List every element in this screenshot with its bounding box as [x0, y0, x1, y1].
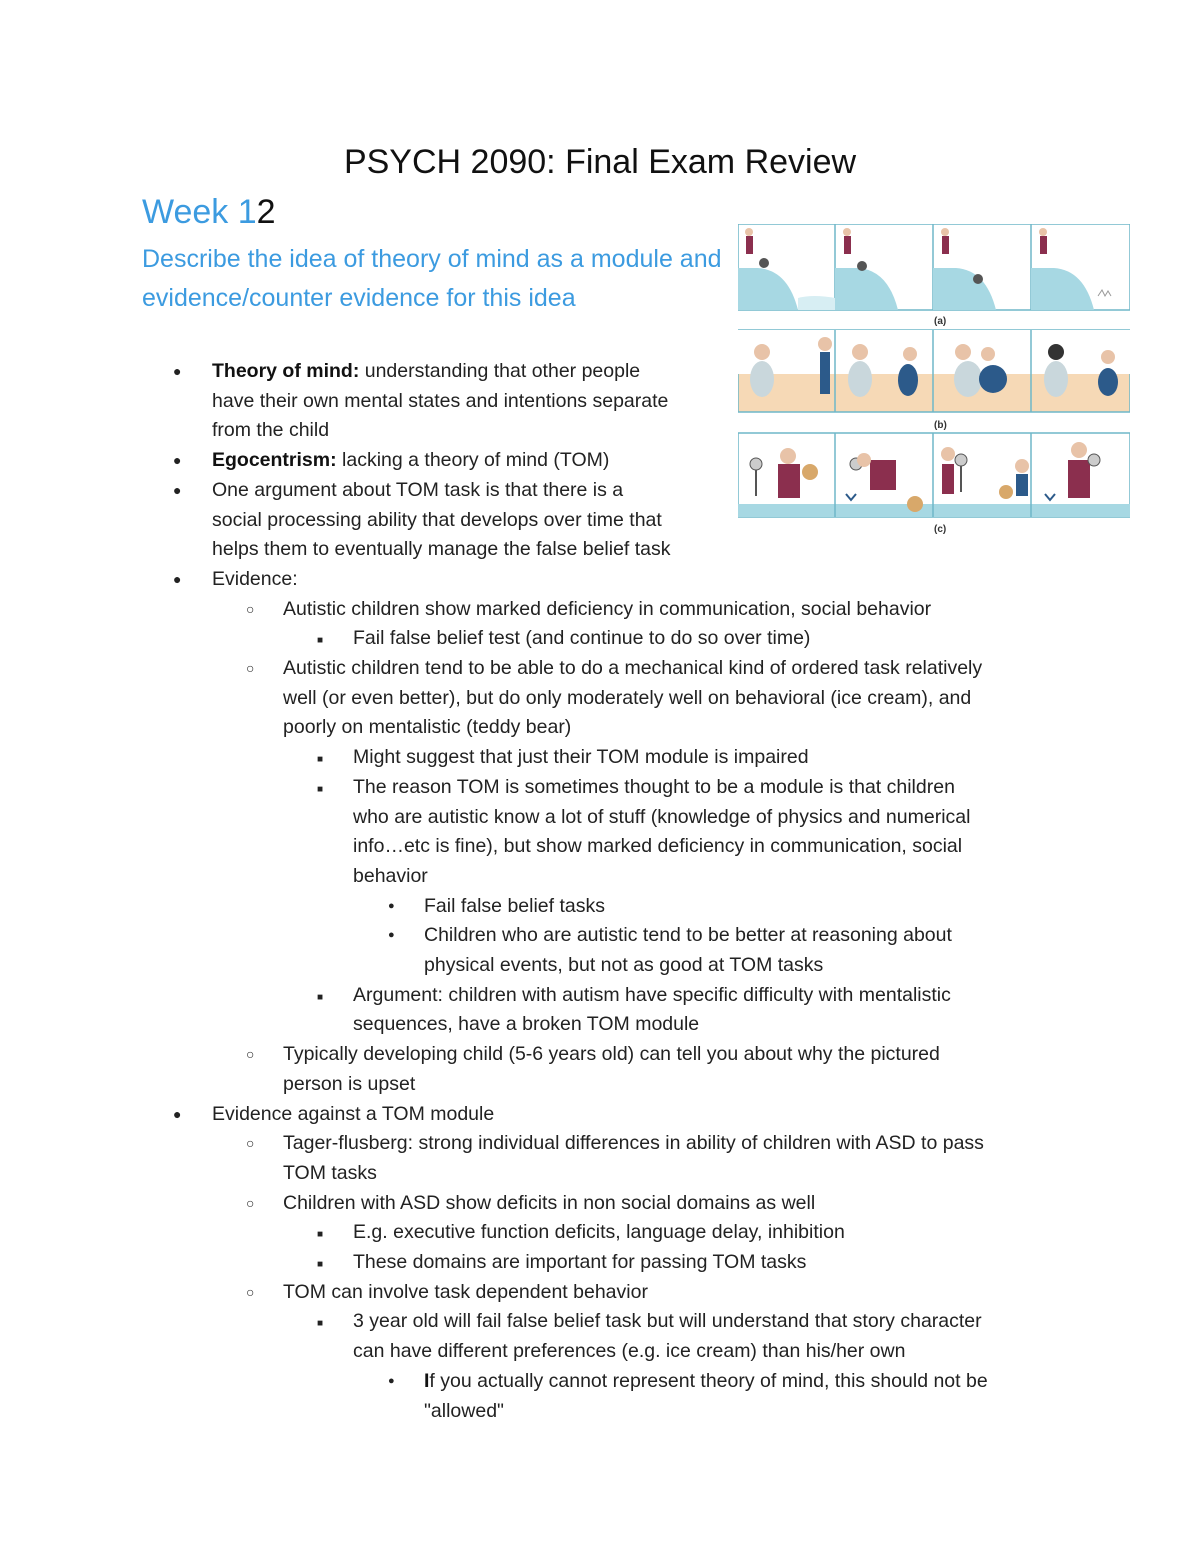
line-text: Might suggest that just their TOM module is impaired — [353, 746, 809, 769]
line-text: The reason TOM is sometimes thought to be a module is that children — [353, 775, 955, 798]
list-item-line — [353, 742, 809, 772]
bullet-marker — [246, 653, 254, 683]
list-item-line — [353, 1336, 905, 1366]
comic-panels-illustration — [738, 224, 1130, 539]
line-text: Fail false belief test (and continue to do so over time) — [353, 627, 811, 650]
list-item-line — [212, 386, 668, 416]
line-text: "allowed" — [424, 1399, 504, 1422]
list-item-line — [283, 1039, 940, 1069]
line-text: well (or even better), but do only moderately well on behavioral (ice cream), and — [283, 686, 972, 709]
line-text: have their own mental states and intentions separate — [212, 389, 669, 412]
line-text: TOM tasks — [283, 1161, 377, 1184]
row-c-panels — [738, 433, 1130, 517]
line-text: These domains are important for passing TOM tasks — [353, 1251, 807, 1273]
bullet-marker — [246, 1039, 254, 1069]
list-item-line — [353, 1247, 806, 1277]
line-text: Argument: children with autism have specific difficulty with mentalistic — [353, 983, 951, 1006]
list-item-line — [424, 1396, 504, 1426]
bullet-marker — [246, 1188, 254, 1218]
line-text: helps them to eventually manage the false belief task — [212, 538, 671, 561]
question-heading: Describe the idea of theory of mind as a module and evidence/counter evidence for this idea — [142, 245, 722, 312]
bullet-marker — [246, 1277, 254, 1307]
list-item-line — [212, 415, 329, 445]
list-item-line — [353, 1306, 982, 1336]
list-item-line — [353, 772, 955, 802]
line-text: lacking a theory of mind (TOM) — [336, 449, 610, 472]
list-item-line — [424, 950, 823, 980]
caption-c: (c) — [934, 524, 947, 535]
line-text: poorly on mentalistic (teddy bear) — [283, 716, 572, 739]
list-item-line — [353, 623, 810, 653]
theory-of-mind-figure — [738, 224, 1130, 544]
list-item-line — [212, 445, 609, 475]
line-text: behavior — [353, 864, 428, 887]
line-text: f you actually cannot represent theory of mind, this should not be — [429, 1369, 988, 1392]
bullet-marker — [317, 742, 323, 775]
list-item-line — [353, 861, 428, 891]
bullet-marker — [173, 564, 181, 594]
line-text: Fail false belief tasks — [424, 894, 605, 917]
list-item-line — [283, 712, 571, 742]
bullet-marker — [388, 891, 395, 921]
line-text: Autistic children show marked deficiency in communication, social behavior — [283, 597, 932, 620]
line-text: Typically developing child (5-6 years old) can tell you about why the pictured — [283, 1043, 940, 1066]
line-text: can have different preferences (e.g. ice cream) than his/her own — [353, 1340, 906, 1363]
bullet-marker — [317, 980, 323, 1013]
line-text: One argument about TOM task is that there is a — [212, 478, 624, 501]
week-number: 2 — [256, 193, 276, 231]
bold-term: I — [424, 1369, 430, 1392]
bullet-marker — [388, 1366, 395, 1396]
line-text: sequences, have a broken TOM module — [353, 1013, 700, 1036]
caption-a: (a) — [934, 316, 947, 327]
line-text: Autistic children tend to be able to do a mechanical kind of ordered task relatively — [283, 657, 983, 679]
bullet-marker — [317, 1247, 323, 1280]
row-a-panels — [738, 224, 1130, 310]
week-prefix: Week 1 — [142, 193, 257, 231]
list-item-line — [353, 1217, 845, 1247]
list-item-line — [283, 653, 982, 683]
list-item-line — [353, 1009, 699, 1039]
list-item-line — [212, 564, 298, 594]
list-item-line — [212, 1099, 494, 1129]
line-text: Children with ASD show deficits in non social domains as well — [283, 1191, 816, 1214]
row-b-panels — [738, 330, 1130, 412]
list-item-line — [283, 1188, 815, 1218]
list-item-line — [424, 891, 605, 921]
bullet-marker — [173, 475, 181, 505]
line-text: Evidence against a TOM module — [212, 1102, 495, 1125]
bullet-marker — [317, 1306, 323, 1339]
list-item-line — [353, 802, 970, 832]
list-item-line — [283, 1069, 415, 1099]
list-item-line — [212, 534, 671, 564]
line-text: TOM can involve task dependent behavior — [283, 1280, 648, 1303]
caption-b: (b) — [934, 420, 947, 431]
bullet-marker — [246, 1128, 254, 1158]
list-item-line — [283, 594, 931, 624]
line-text: Tager-flusberg: strong individual differences in ability of children with ASD to pass — [283, 1132, 984, 1155]
line-text: social processing ability that develops over time that — [212, 508, 662, 531]
list-item-line — [212, 475, 623, 505]
list-item-line — [424, 920, 952, 950]
line-text: understanding that other people — [359, 360, 641, 382]
line-text: physical events, but not as good at TOM tasks — [424, 954, 824, 976]
bullet-marker — [246, 594, 254, 624]
line-text: Evidence: — [212, 567, 298, 590]
list-item-line — [353, 831, 962, 861]
list-item-line — [283, 1277, 648, 1307]
line-text: info…etc is fine), but show marked deficiency in communication, social — [353, 835, 963, 858]
list-item-line — [283, 683, 971, 713]
list-item-line — [283, 1158, 377, 1188]
bold-term: Egocentrism: — [212, 449, 337, 472]
bullet-marker — [173, 356, 181, 386]
line-text: Children who are autistic tend to be better at reasoning about — [424, 924, 952, 947]
bold-term: Theory of mind: — [212, 360, 360, 382]
list-item-line — [212, 505, 662, 535]
bullet-marker — [317, 1217, 323, 1250]
line-text: from the child — [212, 419, 330, 442]
bullet-marker — [317, 772, 323, 805]
bullet-marker — [173, 445, 181, 475]
line-text: person is upset — [283, 1072, 416, 1095]
page-title: PSYCH 2090: Final Exam Review — [343, 143, 857, 181]
week-heading — [142, 193, 276, 232]
bullet-marker — [317, 623, 323, 656]
bullet-marker — [173, 1099, 181, 1129]
line-text: E.g. executive function deficits, language delay, inhibition — [353, 1221, 845, 1244]
line-text: 3 year old will fail false belief task but will understand that story character — [353, 1310, 982, 1333]
line-text: who are autistic know a lot of stuff (knowledge of physics and numerical — [353, 805, 971, 828]
list-item-line — [283, 1128, 984, 1158]
bullet-marker — [388, 920, 395, 950]
list-item-line — [212, 356, 640, 386]
list-item-line — [424, 1366, 988, 1396]
list-item-line — [353, 980, 951, 1010]
